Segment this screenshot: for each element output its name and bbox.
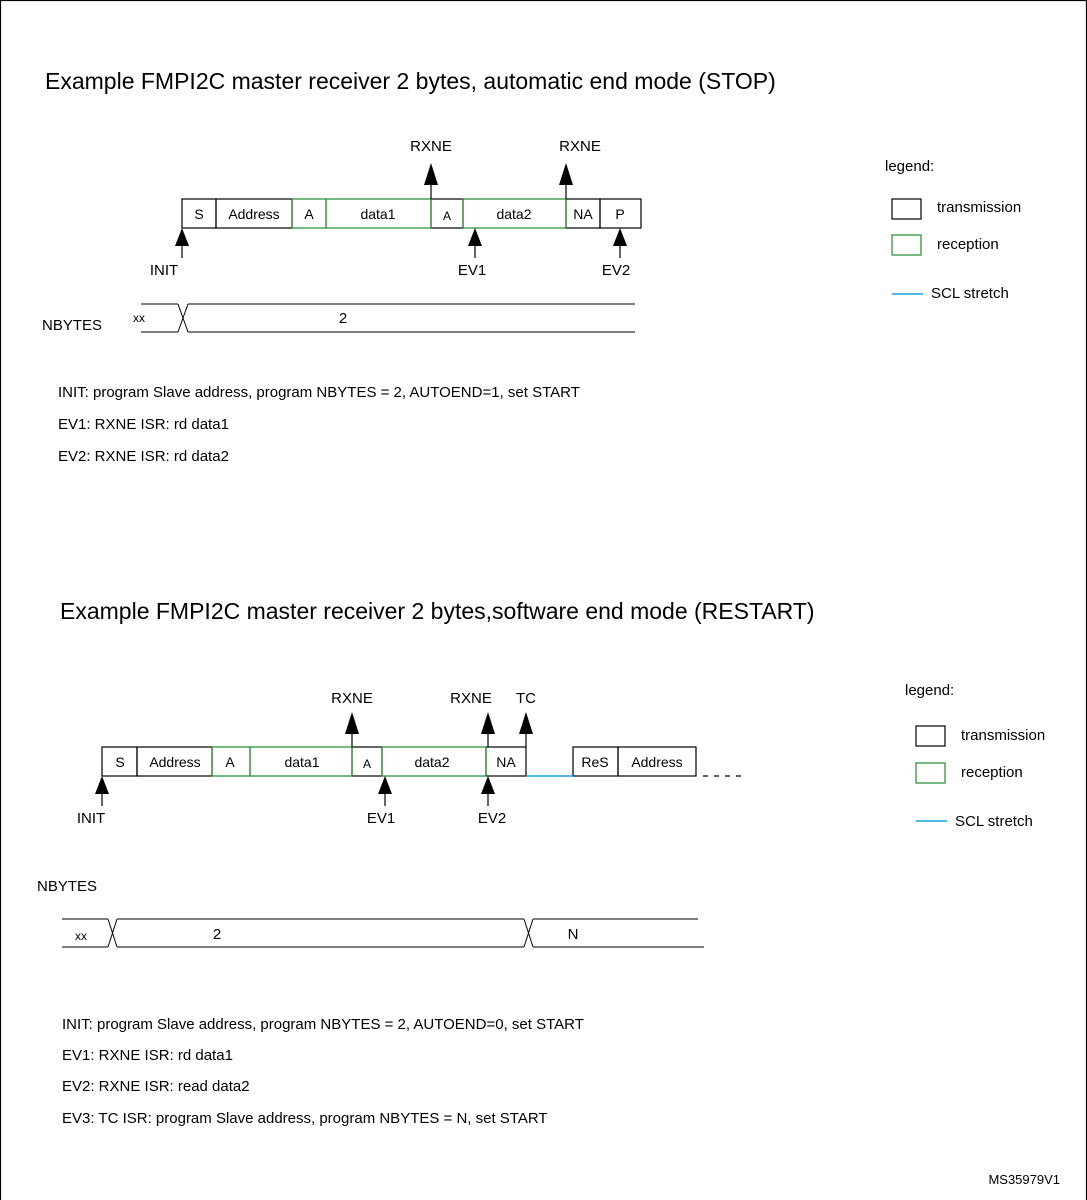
cell-label: A [225,754,235,770]
cell-label: data1 [360,206,396,222]
figure-id: MS35979V1 [988,1172,1060,1187]
ev1-arrow [378,776,392,806]
ev2-arrow [481,776,495,806]
init-arrow [175,228,189,258]
tc-label: TC [516,690,536,707]
init-arrow [95,776,109,806]
legend-stretch: SCL stretch [955,813,1033,830]
legend-swatch-transmission [892,199,921,219]
cell-label: S [194,206,204,222]
legend-title: legend: [905,682,955,699]
nbytes-value: N [567,926,579,943]
nbytes-value: 2 [212,926,222,943]
cell-label: A [362,757,372,771]
cell-label: P [615,206,625,222]
note-line: EV2: RXNE ISR: read data2 [62,1078,250,1095]
legend-transmission: transmission [961,727,1046,744]
legend-transmission: transmission [937,199,1022,216]
legend-stretch: SCL stretch [931,285,1009,302]
diagram1-frame [182,199,641,228]
nbytes-value: xx [75,929,87,943]
nbytes-label: NBYTES [42,317,103,334]
cell-label: S [115,754,125,770]
event-label-ev2: EV2 [601,262,631,279]
cell-label: Address [149,754,201,770]
event-label-ev1: EV1 [457,262,487,279]
cell-label: data2 [414,754,450,770]
legend [885,158,1021,302]
nbytes-value: xx [133,311,145,325]
nbytes-label: NBYTES [37,878,98,895]
nbytes-value: 2 [338,310,348,327]
cell-label: data2 [496,206,532,222]
cell-label: A [304,206,314,222]
diagram2-title: Example FMPI2C master receiver 2 bytes,software end mode (RESTART) [60,598,815,624]
diagram-software-end [37,598,1045,1127]
legend-swatch-reception [916,763,945,783]
legend [905,682,1045,830]
rxne-arrow-1 [345,712,359,747]
nbytes-bus [62,919,704,947]
note-line: EV1: RXNE ISR: rd data1 [62,1047,233,1064]
note-line: INIT: program Slave address, program NBYTES = 2, AUTOEND=1, set START [58,384,580,401]
rxne-label: RXNE [450,690,492,707]
ev2-arrow [613,228,627,258]
cell-label: NA [573,206,593,222]
note-line: EV2: RXNE ISR: rd data2 [58,448,229,465]
legend-title: legend: [885,158,935,175]
diagram-automatic-end [42,68,1021,465]
rxne-arrow-1 [424,163,438,199]
event-label-ev1: EV1 [366,810,396,827]
cell-label: NA [496,754,516,770]
legend-reception: reception [961,764,1023,781]
diagram1-title: Example FMPI2C master receiver 2 bytes, automatic end mode (STOP) [45,68,776,94]
rxne-arrow-2 [559,163,573,199]
tc-arrow [519,712,533,747]
event-label-init: INIT [149,262,179,279]
nbytes-bus [141,304,635,332]
cell-label: data1 [284,754,320,770]
note-line: EV3: TC ISR: program Slave address, program NBYTES = N, set START [62,1110,548,1127]
cell-label: Address [631,754,683,770]
event-label-init: INIT [76,810,106,827]
rxne-label: RXNE [559,138,601,155]
rxne-label: RXNE [331,690,373,707]
note-line: INIT: program Slave address, program NBYTES = 2, AUTOEND=0, set START [62,1016,584,1033]
rxne-label: RXNE [410,138,452,155]
rxne-arrow-2 [481,712,495,747]
cell-label: A [442,209,452,223]
ev1-arrow [468,228,482,258]
cell-label: Address [228,206,280,222]
note-line: EV1: RXNE ISR: rd data1 [58,416,229,433]
legend-swatch-transmission [916,726,945,746]
cell-label: ReS [581,754,609,770]
legend-reception: reception [937,236,999,253]
diagram2-frame [102,747,742,776]
legend-swatch-reception [892,235,921,255]
event-label-ev2: EV2 [477,810,507,827]
